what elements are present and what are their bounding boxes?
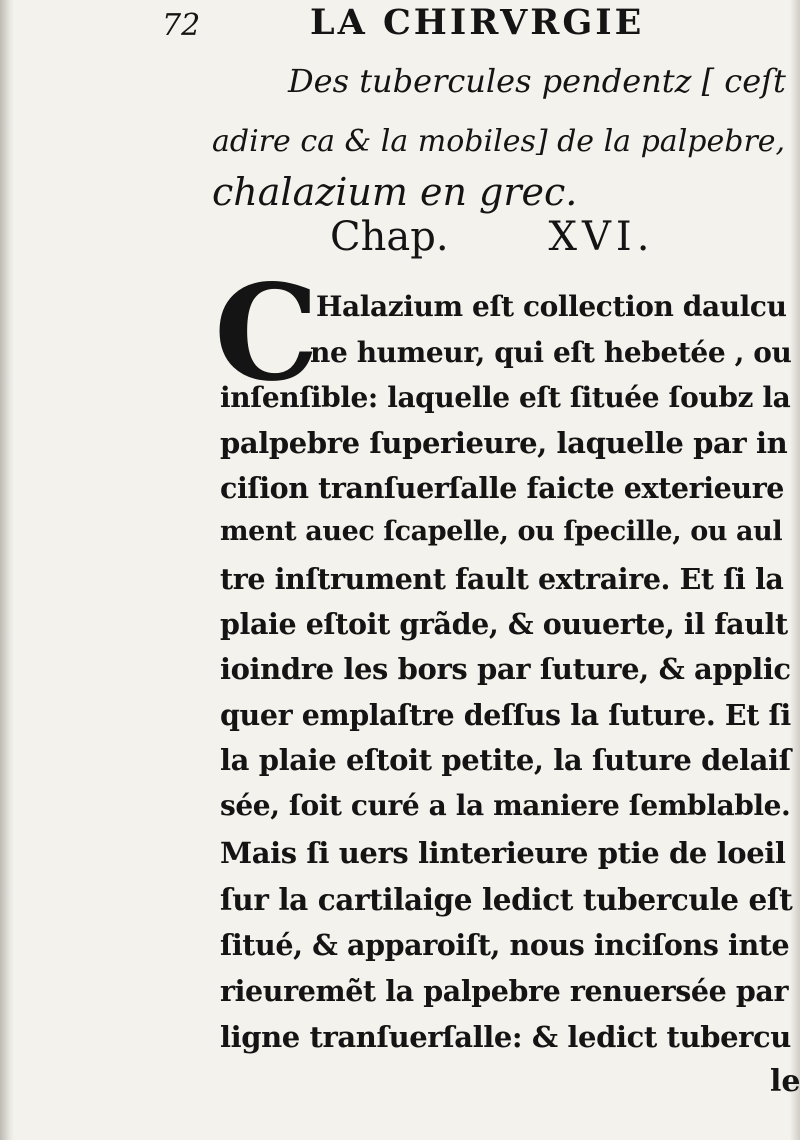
page-edge xyxy=(790,0,800,1140)
catchword: le xyxy=(770,1064,800,1099)
chapter-heading-line-1: Des tubercules pendentz [ ceſt xyxy=(288,62,786,100)
page-gutter xyxy=(0,0,14,1140)
body-line: ciſion tranſuerſalle faicte exterieure xyxy=(220,471,785,505)
body-line: ſitué, & apparoiſt, nous inciſons inte xyxy=(220,928,790,962)
body-line: inſenſible: laquelle eſt ſituée ſoubz la xyxy=(220,381,791,414)
body-line: ioindre les bors par ſuture, & applic xyxy=(220,652,791,686)
page-number: 72 xyxy=(162,8,201,43)
body-line: ment auec ſcapelle, ou ſpecille, ou aul xyxy=(220,516,783,547)
body-line: rieuremẽt la palpebre renuersée par xyxy=(220,974,789,1008)
drop-cap-initial: C xyxy=(214,256,320,411)
chapter-heading-line-2: adire ca & la mobiles] de la palpebre, xyxy=(212,124,786,159)
body-line: ne humeur, qui eſt hebetée , ou xyxy=(310,336,792,369)
body-line: sée, ſoit curé a la maniere ſemblable. xyxy=(220,789,791,822)
body-line: ligne tranſuerſalle: & ledict tubercu xyxy=(220,1020,791,1054)
body-line: palpebre ſuperieure, laquelle par in xyxy=(220,426,788,460)
body-line: Halazium eſt collection daulcu xyxy=(316,290,787,323)
running-header xyxy=(0,2,800,46)
body-line: quer emplaſtre deſſus la ſuture. Et ſi xyxy=(220,698,791,732)
chapter-number xyxy=(330,214,654,260)
body-line: ſur la cartilaige ledict tubercule eſt xyxy=(220,882,793,917)
chapter-label: Chap. xyxy=(330,214,449,260)
running-title: LA CHIRVRGIE xyxy=(310,2,645,43)
body-line: tre inſtrument fault extraire. Et ſi la xyxy=(220,562,784,596)
body-line: la plaie eſtoit petite, la ſuture delaiſ xyxy=(220,743,791,777)
chapter-heading-line-3: chalazium en grec. xyxy=(212,170,578,214)
body-line: Mais ſi uers linterieure ptie de loeil xyxy=(220,836,786,870)
body-line: plaie eſtoit grãde, & ouuerte, il fault xyxy=(220,607,788,641)
chapter-roman-numeral: XVI. xyxy=(548,214,655,260)
